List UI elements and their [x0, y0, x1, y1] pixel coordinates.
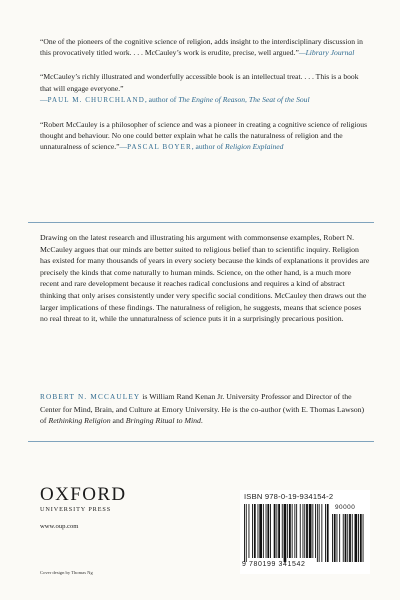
isbn-label: ISBN 978-0-19-934154-2	[244, 492, 334, 501]
barcode-bar	[267, 504, 269, 558]
addon-bar	[358, 514, 359, 562]
addon-bar	[363, 514, 364, 562]
addon-bar	[345, 514, 347, 562]
publisher-block	[40, 485, 127, 530]
barcode-bar	[327, 504, 329, 562]
barcode-box	[240, 490, 370, 574]
addon-bar	[347, 514, 348, 562]
ean-digits: 9 780199 341542	[242, 561, 306, 568]
reviewer-works: The Engine of Reason, The Seat of the Soul	[178, 94, 310, 104]
author-bio	[40, 391, 370, 427]
addon-bar	[332, 514, 333, 562]
addon-bar	[352, 514, 353, 562]
addon-bar	[360, 514, 362, 562]
author-bio-connector: and	[110, 416, 126, 426]
divider-bottom	[28, 441, 374, 442]
review-blurbs	[40, 36, 370, 167]
barcode-bar	[278, 504, 280, 558]
cover-credit: Cover design by Thomas Ng	[40, 570, 93, 575]
attr-connector: , author of	[144, 94, 179, 104]
barcode-bar	[258, 504, 259, 558]
barcode-bar	[304, 504, 305, 558]
addon-bar	[349, 514, 351, 562]
barcode-bar	[303, 504, 304, 558]
barcode-bar	[325, 504, 326, 562]
barcode-bar	[254, 504, 256, 558]
reviewer-works: Religion Explained	[225, 142, 284, 152]
author-book-1: Rethinking Religion	[48, 416, 111, 426]
barcode-bar	[289, 504, 291, 558]
divider-top	[28, 222, 374, 223]
barcode-bar	[276, 504, 277, 558]
barcode-bar	[282, 504, 283, 558]
author-bio-text: is William Rand Kenan Jr. University Professor and Director of the Center for Mind, Brain, and Culture at Emory University. He is the co-author (with E. Thomas Lawson) of	[40, 392, 365, 426]
barcode-bar	[244, 504, 245, 562]
barcode-bar	[284, 504, 287, 562]
addon-digits: 90000	[335, 504, 356, 511]
barcode-bar	[246, 504, 247, 562]
author-bio-end: .	[200, 416, 203, 426]
barcode-bar	[270, 504, 271, 558]
barcode-bar	[294, 504, 295, 558]
addon-barcode	[332, 504, 366, 562]
review-attribution	[40, 95, 310, 104]
review-source: —Library Journal	[298, 48, 355, 58]
addon-bar	[337, 514, 338, 562]
addon-bar	[355, 514, 358, 562]
book-description: Drawing on the latest research and illustrating his argument with commonsense examples, Robert N. McCauley argues that our minds are better suited to religious belief than to scientific inquiry. Religion has existed for many thousands of years in every society because the kinds of explanations it provides are precisely the kinds that come naturally to human minds. Science, on the other hand, is a much more recent and rare development because it reaches radical conclusions and requires a kind of abstract thinking that only arises consistently under very specific social conditions. McCauley then draws out the larger implications of these findings. The naturalness of religion, he suggests, means that science poses no real threat to it, while the unnaturalness of science puts it in a surprisingly precarious position.	[40, 233, 370, 324]
review-attribution	[120, 142, 284, 151]
publisher-press: UNIVERSITY PRESS	[40, 506, 112, 513]
attr-dash: —	[119, 142, 128, 152]
review-text: “One of the pioneers of the cognitive science of religion, adds insight to the interdisciplinary discussion in this provocatively titled work. . . . McCauley’s work is erudite, precise, well argued.”	[40, 37, 363, 58]
barcode-bar	[259, 504, 262, 558]
barcode-bar	[312, 504, 313, 558]
barcode-bar	[263, 504, 264, 558]
reviewer-name: PASCAL BOYER	[127, 143, 192, 152]
barcode-bar	[249, 504, 250, 558]
barcode-bar	[300, 504, 301, 558]
review-text: “Robert McCauley is a philosopher of science and was a pioneer in creating a cognitive science of religious thought and behaviour. No one could better explain what he calls the naturalness of religion and the unnaturalness of science.”	[40, 120, 368, 152]
barcode-bar	[317, 504, 318, 562]
barcode-bar	[292, 504, 293, 558]
reviewer-name: PAUL M. CHURCHLAND	[47, 95, 145, 104]
publisher-url[interactable]: www.oup.com	[40, 523, 79, 530]
barcode-bar	[306, 504, 308, 558]
barcode-bar	[287, 504, 288, 558]
barcode-bar	[319, 504, 320, 562]
ean-barcode	[244, 504, 330, 562]
publisher-logo: OXFORD	[40, 484, 127, 505]
barcode-bar	[274, 504, 276, 558]
barcode-bar	[296, 504, 297, 558]
review-blurb-3	[40, 119, 370, 154]
addon-bar	[343, 514, 344, 562]
review-blurb-1	[40, 36, 370, 58]
addon-bar	[334, 514, 336, 562]
barcode-bar	[321, 504, 322, 562]
addon-bar	[339, 514, 340, 562]
author-book-2: Bringing Ritual to Mind	[125, 416, 201, 426]
author-name: ROBERT N. MCCAULEY	[40, 393, 141, 401]
barcode-bar	[315, 504, 316, 558]
review-blurb-2	[40, 71, 370, 106]
attr-dash: —	[40, 94, 48, 104]
review-text: “McCauley’s richly illustrated and wonderfully accessible book is an intellectual treat. . . . This is a book that will engage everyone.”	[40, 72, 359, 93]
barcode-bar	[252, 504, 253, 558]
attr-connector: , author of	[191, 142, 226, 152]
barcode-bar	[309, 504, 312, 558]
barcode-bar	[266, 504, 267, 558]
